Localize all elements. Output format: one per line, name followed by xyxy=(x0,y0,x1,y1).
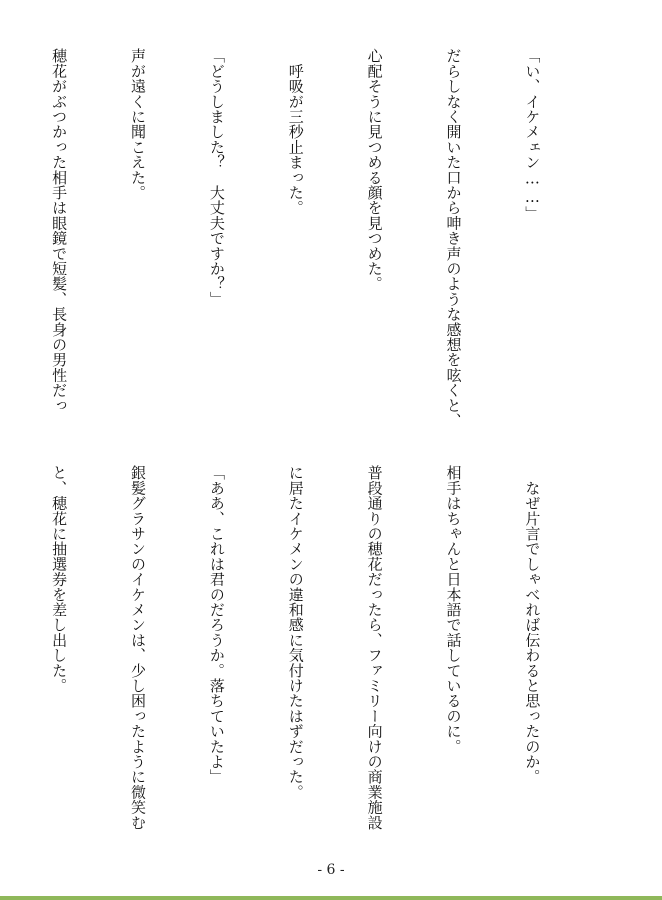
text-column-bottom xyxy=(50,465,598,850)
text-line: 相手はちゃんと日本語で話しているのに。 xyxy=(444,465,463,754)
text-line: 銀髪グラサンのイケメンは、少し困ったように微笑む xyxy=(128,465,147,830)
text-line: に居たイケメンの違和感に気付けたはずだった。 xyxy=(286,465,305,800)
text-line: なぜ片言でしゃべれば伝わると思ったのか。 xyxy=(523,465,542,785)
text-line: 穂花がぶつかった相手は眼鏡で短髪、長身の男性だっ xyxy=(50,48,69,413)
text-line: 「ああ、これは君のだろうか。落ちていたよ」 xyxy=(207,465,226,785)
text-line: 心配そうに見つめる顔を見つめた。 xyxy=(365,48,384,292)
text-line: だらしなく開いた口から呻き声のような感想を呟くと、 xyxy=(444,48,463,428)
text-line: 「どうしました？ 大丈夫ですか？」 xyxy=(207,48,226,307)
text-line: と、穂花に抽選券を差し出した。 xyxy=(50,465,69,693)
bottom-accent-rule xyxy=(0,896,662,900)
text-line: 声が遠くに聞こえた。 xyxy=(128,48,147,200)
text-column-top xyxy=(50,48,598,438)
page-number: - 6 - xyxy=(317,862,345,878)
text-line: 「い、イケメェン……」 xyxy=(523,48,542,222)
text-line: 普段通りの穂花だったら、ファミリー向けの商業施設 xyxy=(365,465,384,830)
text-line: 呼吸が三秒止まった。 xyxy=(286,48,305,216)
